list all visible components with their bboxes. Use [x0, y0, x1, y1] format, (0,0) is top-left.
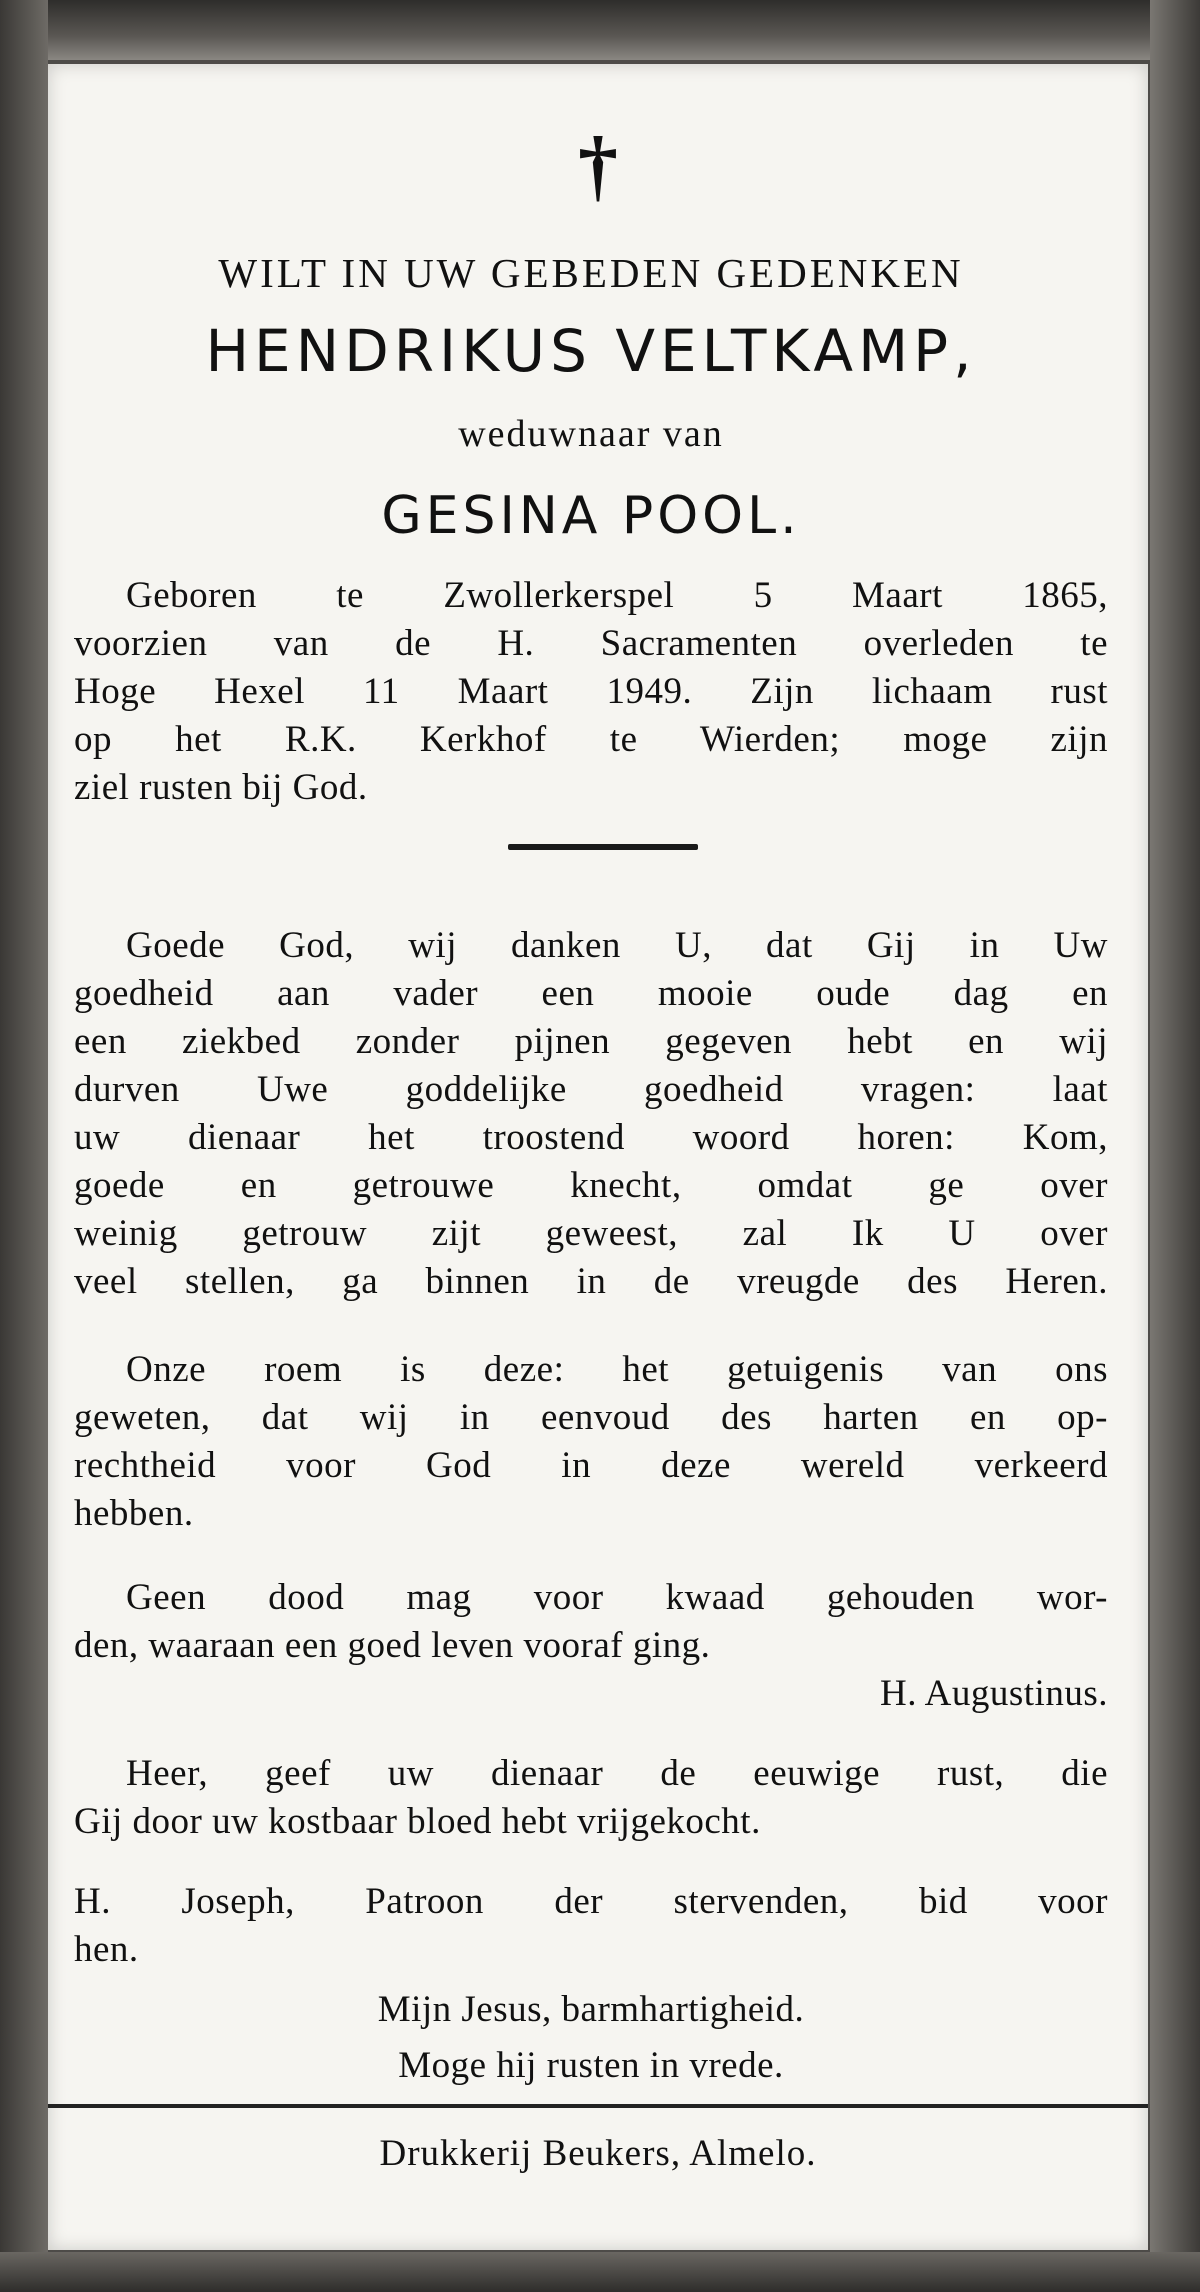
prayer-line: geweten, dat wij in eenvoud des harten en op- — [74, 1397, 1108, 1438]
closing-line: Moge hij rusten in vrede. — [398, 2045, 784, 2086]
biography-line: voorzien van de H. Sacramenten overleden te — [74, 623, 1108, 664]
card-heading: WILT IN UW GEBEDEN GEDENKEN — [218, 250, 964, 296]
prayer-line: rechtheid voor God in deze wereld verkeerd — [74, 1445, 1108, 1486]
prayer-line: durven Uwe goddelijke goedheid vragen: laat — [74, 1069, 1108, 1110]
prayer-line: Heer, geef uw dienaar de eeuwige rust, die — [126, 1753, 1108, 1794]
biography-line: Hoge Hexel 11 Maart 1949. Zijn lichaam rust — [74, 671, 1108, 712]
photo-frame-top — [0, 0, 1200, 60]
prayer-line: weinig getrouw zijt geweest, zal Ik U over — [74, 1213, 1108, 1254]
prayer-line: Onze roem is deze: het getuigenis van ons — [126, 1349, 1108, 1390]
prayer-line: hen. — [74, 1929, 139, 1970]
quote-line: Geen dood mag voor kwaad gehouden wor- — [126, 1577, 1108, 1618]
prayer-line: een ziekbed zonder pijnen gegeven hebt en wij — [74, 1021, 1108, 1062]
section-divider — [508, 844, 698, 850]
spouse-name: GESINA POOL. — [381, 486, 801, 546]
quote-line: den, waaraan een goed leven vooraf ging. — [74, 1625, 711, 1666]
printer-credit: Drukkerij Beukers, Almelo. — [379, 2133, 817, 2174]
deceased-name: HENDRIKUS VELTKAMP, — [205, 317, 977, 385]
quote-author: H. Augustinus. — [879, 1673, 1108, 1714]
biography-line: ziel rusten bij God. — [74, 767, 368, 808]
prayer-line: H. Joseph, Patroon der stervenden, bid voor — [74, 1881, 1108, 1922]
prayer-line: veel stellen, ga binnen in de vreugde des Heren. — [74, 1261, 1108, 1302]
biography-line: op het R.K. Kerkhof te Wierden; moge zijn — [74, 719, 1108, 760]
photo-frame-right — [1150, 0, 1200, 2292]
prayer-line: goedheid aan vader een mooie oude dag en — [74, 973, 1108, 1014]
biography-line: Geboren te Zwollerkerspel 5 Maart 1865, — [126, 575, 1108, 616]
prayer-line: Gij door uw kostbaar bloed hebt vrijgekocht. — [74, 1801, 761, 1842]
cross-icon: † — [578, 122, 618, 210]
footer-rule — [48, 2104, 1148, 2108]
relation-text: weduwnaar van — [458, 413, 724, 455]
prayer-line: goede en getrouwe knecht, omdat ge over — [74, 1165, 1108, 1206]
photo-frame-left — [0, 0, 48, 2292]
closing-line: Mijn Jesus, barmhartigheid. — [377, 1989, 805, 2030]
prayer-line: uw dienaar het troostend woord horen: Kom, — [74, 1117, 1108, 1158]
photo-frame-bottom — [0, 2252, 1200, 2292]
prayer-line: hebben. — [74, 1493, 194, 1534]
prayer-line: Goede God, wij danken U, dat Gij in Uw — [126, 925, 1108, 966]
memorial-card — [48, 64, 1148, 2250]
